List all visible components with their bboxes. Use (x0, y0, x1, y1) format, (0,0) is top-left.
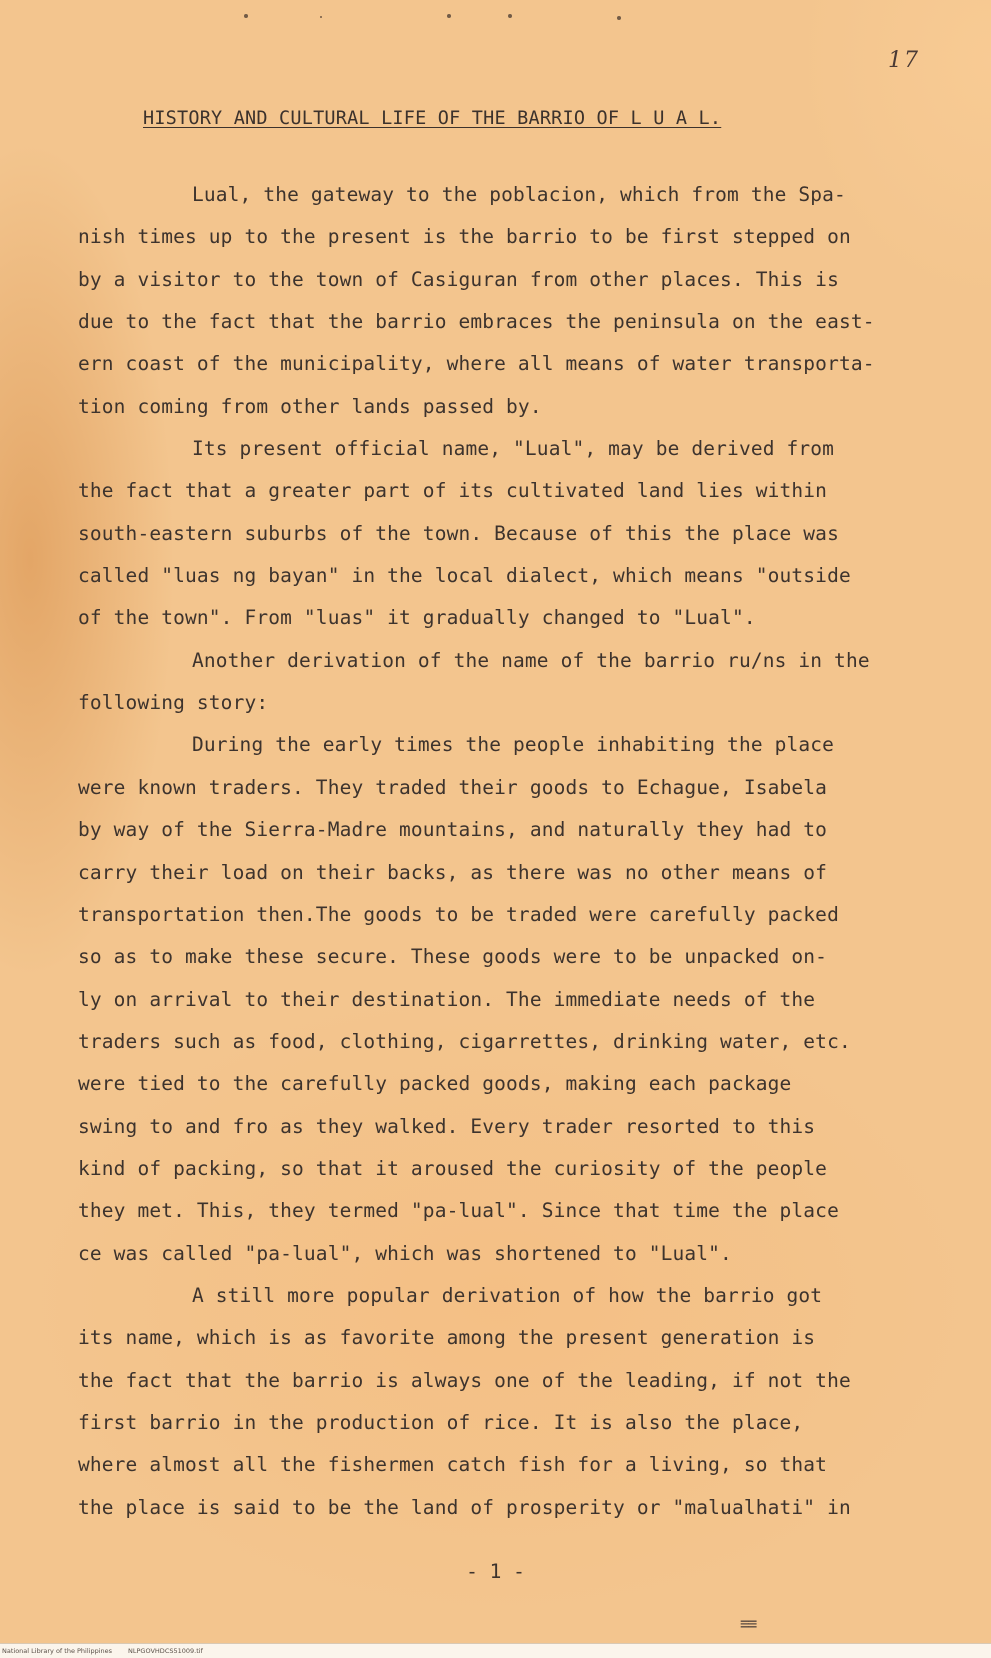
text-line: kind of packing, so that it aroused the curiosity of the people (78, 1156, 828, 1180)
text-line: its name, which is as favorite among the present generation is (78, 1326, 816, 1350)
text-line: by way of the Sierra-Madre mountains, and naturally they had to (78, 818, 828, 842)
archive-footer (0, 1643, 991, 1658)
text-line: called "luas ng bayan" in the local dialect, which means "outside (78, 564, 851, 588)
text-line: first barrio in the production of rice. It is also the place, (78, 1410, 804, 1434)
ink-speck (617, 16, 621, 20)
text-line: by a visitor to the town of Casiguran from other places. This is (78, 267, 839, 291)
text-line: south-eastern suburbs of the town. Because of this the place was (78, 521, 839, 545)
text-line: swing to and fro as they walked. Every trader resorted to this (78, 1114, 816, 1138)
text-line: A still more popular derivation of how the barrio got (192, 1283, 823, 1307)
document-title: HISTORY AND CULTURAL LIFE OF THE BARRIO OF L U A L. (143, 108, 722, 129)
text-line: were tied to the carefully packed goods, making each package (78, 1072, 792, 1096)
footer-file-id: NLPGOVHDCS51009.tif (128, 1647, 203, 1655)
text-line: so as to make these secure. These goods were to be unpacked on- (78, 945, 828, 969)
ink-speck (320, 16, 322, 18)
text-line: During the early times the people inhabiting the place (192, 733, 835, 757)
text-line: Another derivation of the name of the barrio ru/ns in the (192, 648, 870, 672)
body-text (78, 174, 958, 1529)
text-line: of the town". From "luas" it gradually changed to "Lual". (78, 606, 756, 630)
footer-library: National Library of the Philippines (2, 1647, 113, 1655)
text-line: tion coming from other lands passed by. (78, 394, 542, 418)
corner-page-number: 17 (888, 48, 920, 73)
ink-speck (244, 14, 248, 18)
ink-speck (508, 14, 512, 18)
text-line: ern coast of the municipality, where all means of water transporta- (78, 352, 875, 376)
text-line: due to the fact that the barrio embraces the peninsula on the east- (78, 310, 875, 334)
text-line: the place is said to be the land of prosperity or "malualhati" in (78, 1495, 851, 1519)
text-line: Its present official name, "Lual", may be derived from (192, 437, 835, 461)
ink-speck (447, 14, 451, 18)
text-line: Lual, the gateway to the poblacion, which from the Spa- (192, 183, 846, 206)
page-folio: - 1 - (466, 1560, 525, 1583)
text-line: ly on arrival to their destination. The immediate needs of the (78, 987, 816, 1011)
text-line: where almost all the fishermen catch fish for a living, so that (78, 1453, 828, 1477)
text-line: the fact that the barrio is always one of the leading, if not the (78, 1368, 851, 1392)
text-line: carry their load on their backs, as there was no other means of (78, 860, 828, 884)
text-line: the fact that a greater part of its cultivated land lies within (78, 479, 828, 503)
fold-mark: ≡≡ (740, 1614, 756, 1633)
text-line: ce was called "pa-lual", which was shortened to "Lual". (78, 1241, 732, 1265)
text-line: nish times up to the present is the barrio to be first stepped on (78, 225, 851, 249)
text-line: traders such as food, clothing, cigarrettes, drinking water, etc. (78, 1029, 851, 1053)
text-line: transportation then.The goods to be traded were carefully packed (78, 902, 839, 926)
text-line: they met. This, they termed "pa-lual". Since that time the place (78, 1199, 839, 1223)
text-line: following story: (78, 691, 269, 715)
text-line: were known traders. They traded their goods to Echague, Isabela (78, 775, 828, 799)
